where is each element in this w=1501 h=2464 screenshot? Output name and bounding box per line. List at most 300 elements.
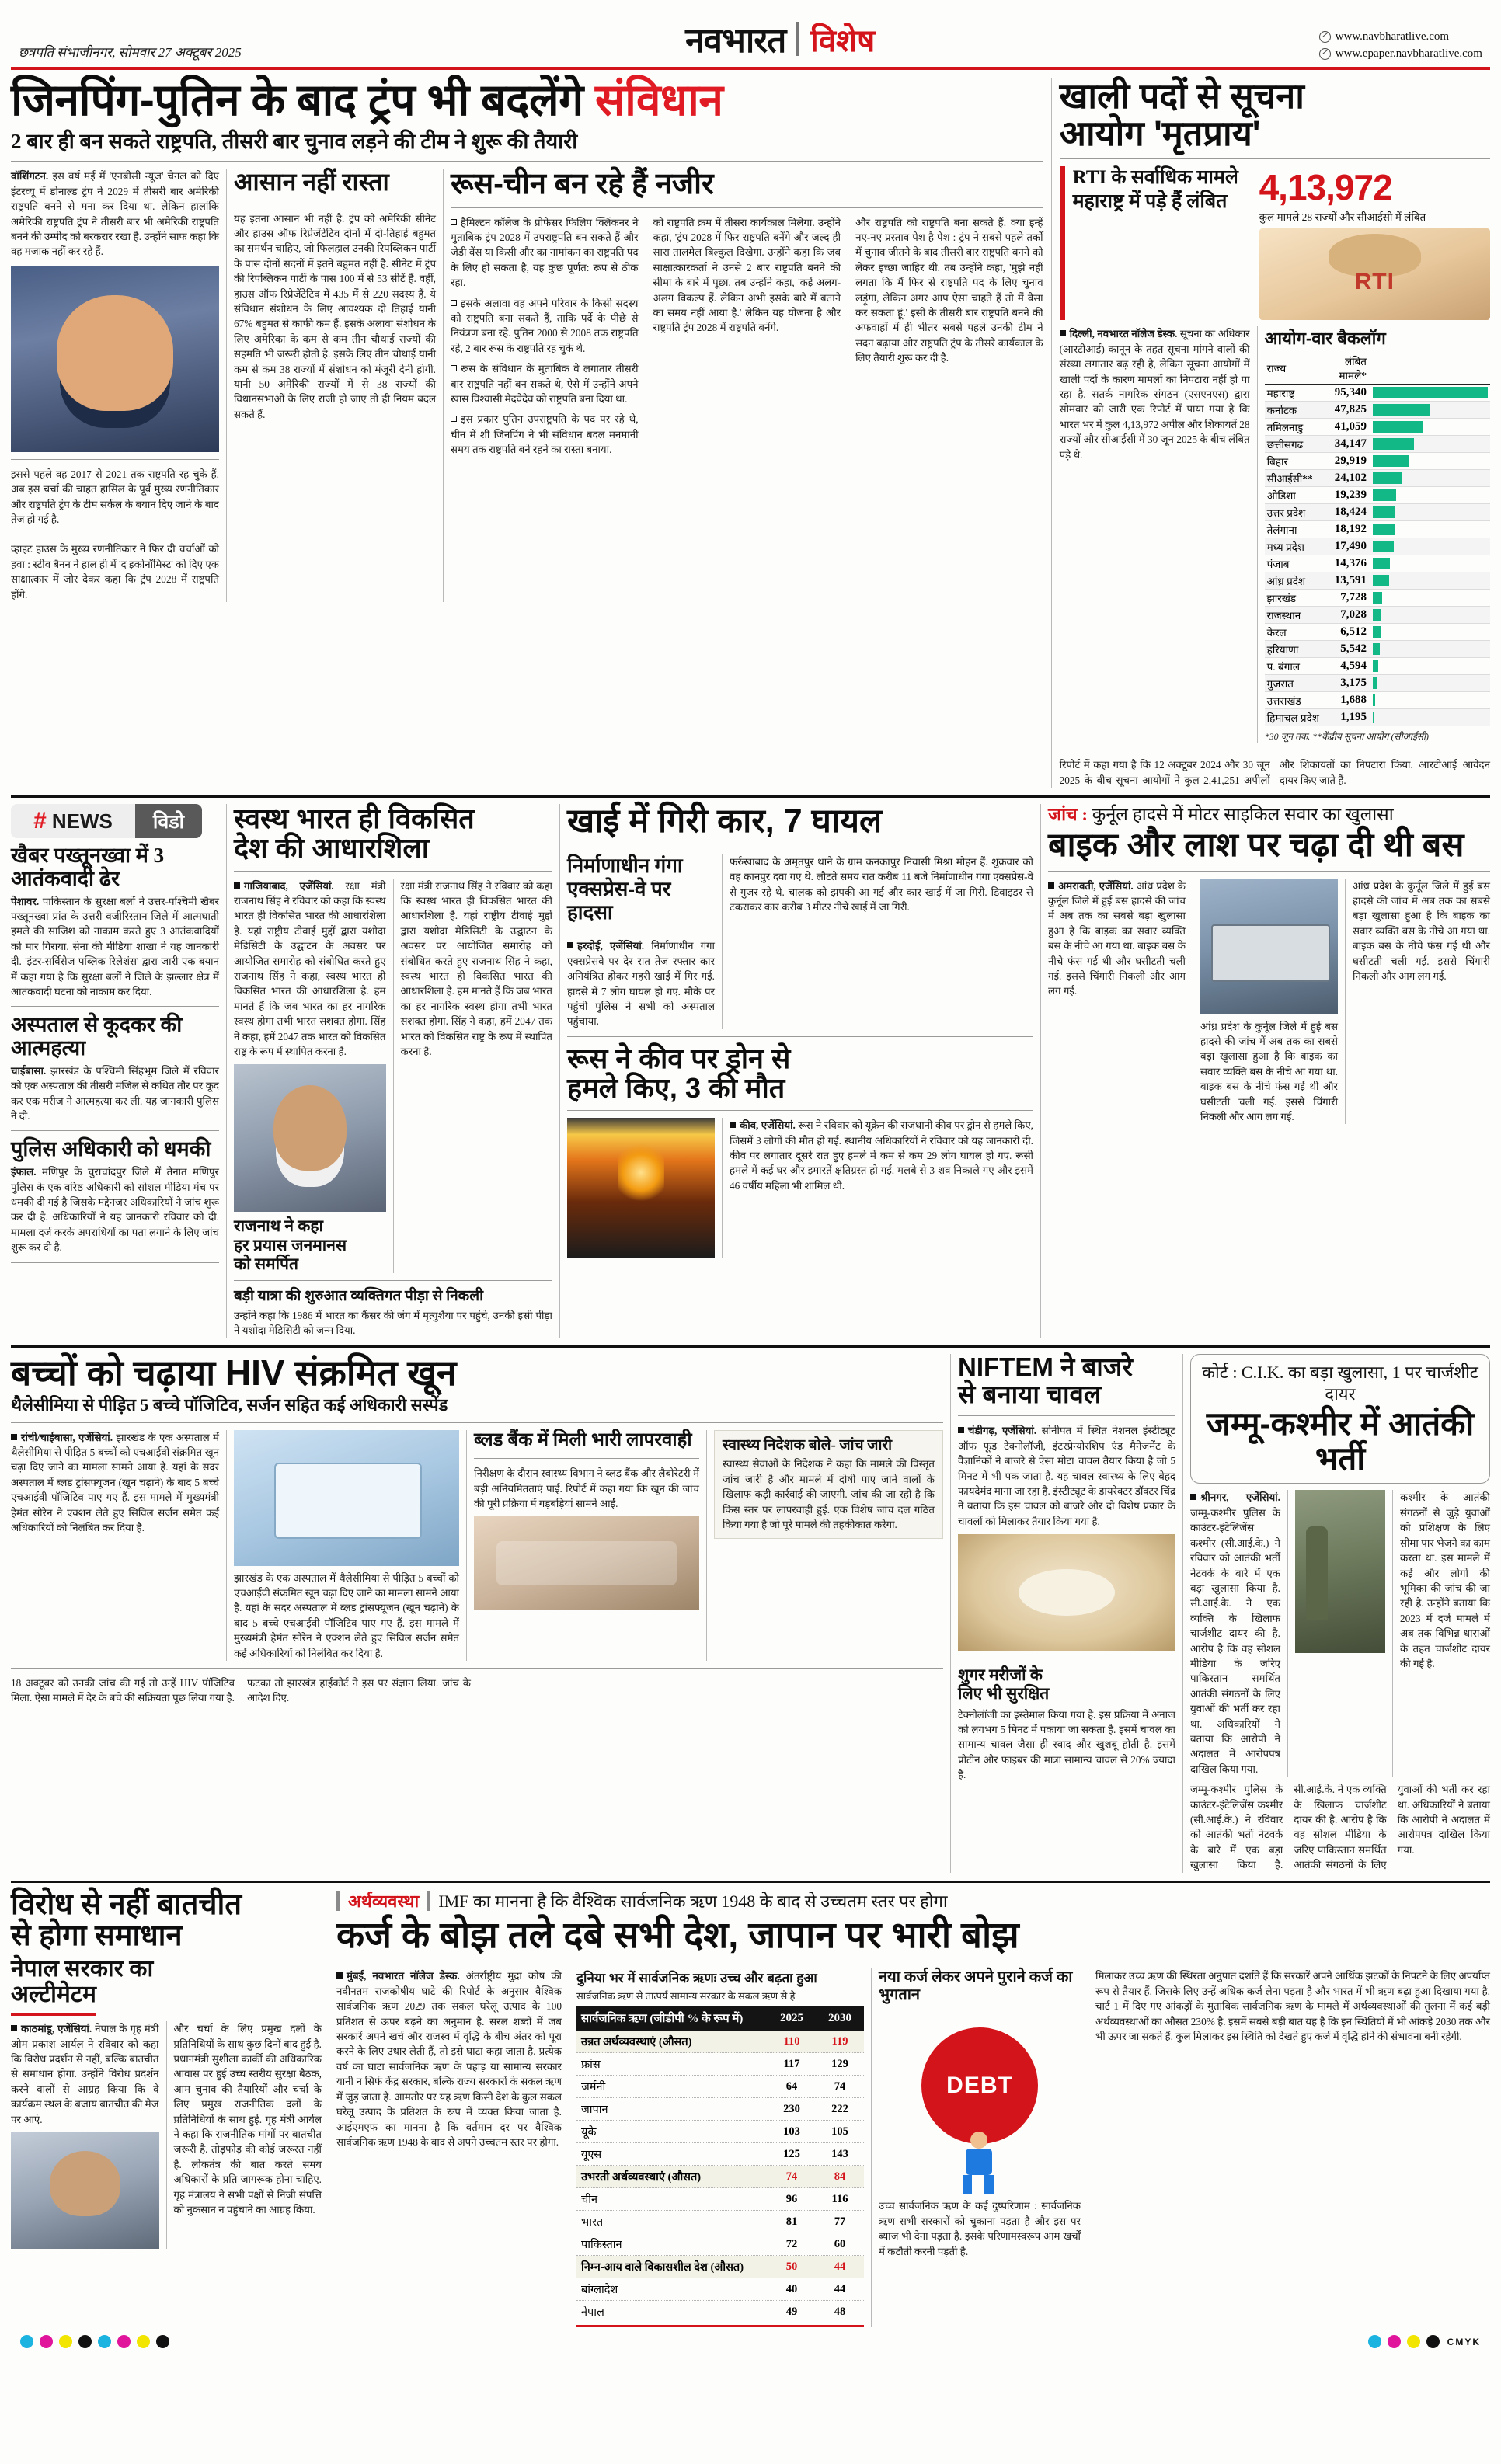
state-label: प. बंगाल	[1265, 658, 1322, 675]
color-dot	[117, 2335, 131, 2348]
pending-value: 4,594	[1322, 658, 1373, 675]
chart-title: आयोग-वार बैकलॉग	[1264, 329, 1386, 349]
car-body-text: निर्माणाधीन गंगा एक्सप्रेसवे पर देर रात तेज रफ्तार कार अनियंत्रित होकर गहरी खाई में गिर गई. हादसे में 7 लोग घायल हो गए. मौके पर पहुंची पुलिस ने सभी को अस्पताल पहुंचाया.	[567, 940, 715, 1028]
army-photo	[1295, 1490, 1385, 1653]
rajnath-title-l1: स्वस्थ भारत ही विकसित	[234, 802, 475, 835]
value-2030: 84	[816, 2166, 864, 2188]
kicker-rule-right	[427, 1891, 430, 1911]
nepal-col-1	[11, 2021, 159, 2249]
car-col-2	[730, 854, 1033, 1029]
debt-col-4	[1095, 1968, 1490, 2327]
hiv-subhead: थैलेसीमिया से पीड़ित 5 बच्चे पॉजिटिव, सर्जन सहित कई अधिकारी सस्पेंड	[11, 1395, 448, 1415]
rti-body	[1060, 326, 1250, 462]
table-row	[1265, 658, 1490, 675]
nepal-dateline: काठमांडू, एजेंसियां.	[21, 2023, 92, 2035]
rajnath-dateline: गाजियाबाद, एजेंसियां.	[244, 879, 334, 892]
color-dot	[78, 2335, 92, 2348]
rc-bullet-text: इस प्रकार पुतिन उपराष्ट्रपति के पद पर रहे थे, चीन में शी जिनपिंग ने भी संविधान बदल मनमानी समय तक राष्ट्रपति बने रहने का रास्ता बनाया.	[451, 413, 639, 456]
rajnath-columns	[234, 879, 552, 1273]
table-row	[576, 2031, 864, 2053]
rc-bullet-text: इसके अलावा वह अपने परिवार के किसी सदस्य को राष्ट्रपति बना सकते हैं, ताकि पर्दे के पीछे से नियंत्रण बना रहे. पुतिन 2000 से 2008 तक राष्ट्रपति रहे, 2 बार रूस के राष्ट्रपति रह चुके थे.	[451, 297, 639, 354]
rc-col-3	[855, 215, 1043, 458]
color-dot	[137, 2335, 150, 2348]
bar-cell	[1373, 436, 1490, 453]
color-dot	[59, 2335, 72, 2348]
kurnool-kicker	[1048, 804, 1490, 827]
pending-value: 95,340	[1322, 385, 1373, 402]
rajnath-body-cont: रक्षा मंत्री राजनाथ सिंह ने रविवार को कहा कि स्वस्थ भारत ही विकसित भारत की आधारशिला है. यहां राष्ट्रीय टीवाई मुद्दों द्वारा यशोदा मेडिसिटी के उद्घाटन के अवसर पर आयोजित समारोह को संबोधित करते हुए राजनाथ सिंह ने कहा, स्वस्थ भारत ही विकसित भारत की आधारशिला है. हम मानते हैं कि जब भारत का हर नागरिक स्वस्थ होगा तभी भारत सशक्त होगा. सिंह ने कहा, हमें 2047 तक भारत को विकसित राष्ट्र के रूप में स्थापित करना है.	[400, 879, 552, 1057]
debt-circle-label: DEBT	[921, 2027, 1038, 2144]
bar	[1373, 660, 1378, 672]
table-row	[576, 2098, 864, 2121]
state-label: उत्तर प्रदेश	[1265, 504, 1322, 521]
bar-cell	[1373, 402, 1490, 419]
value-2030: 116	[816, 2188, 864, 2211]
russia-china-title: रूस-चीन बन रहे हैं नजीर	[451, 168, 714, 201]
value-2025: 230	[768, 2098, 816, 2121]
rti-section	[1060, 78, 1490, 788]
car-col-1	[567, 854, 715, 1029]
column-rule	[226, 804, 227, 1338]
rajnath-caption-l3: को समर्पित	[234, 1254, 298, 1273]
rajnath-photo	[234, 1064, 386, 1212]
column-rule	[1051, 78, 1052, 788]
rc-col-2	[653, 215, 841, 458]
russia-china-columns	[451, 215, 1043, 458]
bar-cell	[1373, 709, 1490, 726]
nepal-sub-l2: अल्टीमेटम	[11, 1982, 96, 2008]
video-label: विडो	[135, 804, 202, 838]
divider	[567, 1036, 1033, 1037]
state-label: बिहार	[1265, 453, 1322, 470]
state-label: हरियाणा	[1265, 641, 1322, 658]
epaper-link[interactable]	[1319, 47, 1482, 61]
kurnool-body-text: आंध्र प्रदेश के कुर्नूल जिले में हुई बस हादसे की जांच में अब तक का सबसे बड़ा खुलासा हुआ है कि बाइक का सवार व्यक्ति बस के नीचे आ गया था. बाइक बस के नीचे फंस गई थी और घसीटती चली गई. इससे चिंगारी निकली और आग लग गई.	[1048, 879, 1186, 997]
state-label: तमिलनाडु	[1265, 419, 1322, 436]
divider	[11, 161, 1043, 162]
column-rule	[1345, 879, 1346, 1125]
nepal-article	[11, 1889, 322, 2328]
website-link[interactable]	[1319, 30, 1449, 44]
hiv-article	[11, 1354, 943, 1872]
drone-title-l2: हमले किए, 3 की मौत	[567, 1072, 785, 1105]
bar-cell	[1373, 453, 1490, 470]
debt-kicker-tag: अर्थव्यवस्था	[348, 1891, 420, 1911]
bar	[1373, 609, 1381, 621]
bar-cell	[1373, 385, 1490, 402]
value-2025: 117	[768, 2053, 816, 2076]
bar	[1373, 455, 1409, 467]
table-row	[576, 2301, 864, 2323]
column-rule	[1182, 1354, 1183, 1872]
debt-right-body: उच्च सार्वजनिक ऋण के कई दुष्परिणाम : सार्वजनिक ऋण सभी सरकारों को चुकाना पड़ता है और इस पर ब्याज भी देना पड़ता है. इसके परिणामस्वरूप आम खर्चों में कटौती करनी पड़ती है.	[879, 2200, 1081, 2257]
divider	[1048, 871, 1490, 872]
divider	[11, 1422, 943, 1423]
lead-body-1	[11, 169, 219, 259]
row-4	[11, 1889, 1490, 2328]
car-accident-title: खाई में गिरी कार, 7 घायल	[567, 802, 883, 840]
jk-body-text: जम्मू-कश्मीर पुलिस के काउंटर-इंटेलिजेंस कश्मीर (सी.आई.के.) ने रविवार को आतंकी भर्ती नेटवर्क के बारे में एक बड़ा खुलासा किया है. सी.आई.के. ने एक व्यक्ति के खिलाफ चार्जशीट दायर की है. आरोप है कि वह सोशल मीडिया के जरिए पाकिस्तान समर्थित आतंकी संगठनों के लिए युवाओं की भर्ती कर रहा था. अधिकारियों ने बताया कि आरोपी ने अदालत में आरोपपत्र दाखिल किया गया.	[1190, 1506, 1280, 1775]
pending-value: 13,591	[1322, 572, 1373, 590]
divider	[11, 1668, 943, 1669]
country-label: चीन	[576, 2188, 768, 2211]
table-row	[1265, 590, 1490, 607]
color-dot	[1388, 2335, 1401, 2348]
table-row	[1265, 692, 1490, 709]
pending-value: 1,688	[1322, 692, 1373, 709]
bar-cell	[1373, 487, 1490, 504]
kicker-rule-left	[336, 1891, 340, 1911]
divider	[567, 1110, 1033, 1111]
rc-bullet	[451, 412, 639, 457]
table-row	[1265, 521, 1490, 538]
color-dot	[156, 2335, 169, 2348]
bar	[1373, 643, 1380, 655]
col-header-pending: लंबित मामले*	[1322, 353, 1373, 385]
nepal-photo	[11, 2132, 159, 2249]
hiv-foot-text: 18 अक्टूबर को उनकी जांच की गई तो उन्हें HIV पॉजिटिव मिला. ऐसा मामले में देर के बचे की सक्रियता पूछ लिया गया है. फटका तो झारखंड हाईकोर्ट ने इस पर संज्ञान लिया. जांच के आदेश दिए.	[11, 1676, 471, 1704]
bar	[1373, 541, 1394, 552]
debt-last-col-text: मिलाकर उच्च ऋण की स्थिरता अनुपात दर्शाते हैं कि सरकारें अपने आर्थिक झटकों के निपटने के लिए अपर्याप्त रूप से तैयार हैं. जिसके लिए उन्हें अधिक कर्ज लेना पड़ता है और भारत में भी ऋण बढ़ा हुआ दिखाया गया है. चार्ट 1 में दिए गए आंकड़ों के मुताबिक सार्वजनिक ऋण के मामले में अर्थव्यवस्थाओं की तुलना में कई बड़ी अर्थव्यवस्थाओं का औसत 230% है. इसमें सबसे बड़ी बात यह है कि इन स्थितियों में भी आंकड़े 2030 तक और भी ऊपर जा सकते हैं. कुल मिलाकर इस स्थिति को देखते हुए कर्ज में वृद्धि होने की संभावना बनी रहेगी.	[1095, 1970, 1490, 2043]
niftem-dateline: चंडीगढ़, एजेंसियां.	[968, 1425, 1037, 1437]
value-2025: 50	[768, 2256, 816, 2278]
jk-col-1	[1190, 1490, 1280, 1777]
bar	[1373, 694, 1375, 706]
lead-headline-main: जिनपिंग-पुतिन के बाद ट्रंप भी बदलेंगे	[11, 75, 596, 125]
column-rule	[722, 854, 723, 1029]
table-row	[1265, 419, 1490, 436]
column-rule	[950, 1354, 951, 1872]
bar	[1373, 489, 1396, 501]
bar	[1373, 575, 1389, 586]
kurnool-col-1	[1048, 879, 1186, 1125]
debt-table-kicker	[576, 1968, 864, 1986]
column-rule	[706, 1430, 707, 1661]
value-2025: 81	[768, 2211, 816, 2233]
kurnool-columns	[1048, 879, 1490, 1125]
kurnool-dateline: अमरावती, एजेंसियां.	[1058, 879, 1134, 892]
bar	[1373, 677, 1377, 689]
news-item-dateline: चाईबासा.	[11, 1064, 50, 1077]
car-and-drone-block	[567, 804, 1033, 1338]
value-2030: 60	[816, 2233, 864, 2256]
news-video-badge[interactable]	[11, 804, 202, 838]
debt-kicker-row	[336, 1889, 1490, 1912]
bullet-icon	[234, 882, 240, 889]
color-dot	[1407, 2335, 1420, 2348]
bullet-icon	[958, 1427, 964, 1433]
rajnath-caption-l1: राजनाथ ने कहा	[234, 1216, 323, 1236]
value-2030: 129	[816, 2053, 864, 2076]
car-columns	[567, 854, 1033, 1029]
column-rule	[1392, 1490, 1393, 1777]
rc-bullet-text: रूस के संविधान के मुताबिक वे लगातार तीसरी बार राष्ट्रपति नहीं बन सकते थे, ऐसे में उन्होंने अपने खास विश्वासी मेदवेदेव को राष्ट्रपति बना दिया था.	[451, 363, 639, 405]
color-registration-left	[20, 2335, 169, 2348]
state-label: हिमाचल प्रदेश	[1265, 709, 1322, 726]
jk-col2-text: कश्मीर के आतंकी संगठनों से जुड़े युवाओं को प्रशिक्षण के लिए सीमा पार भेजने का काम करता था. इस मामले में कई और लोगों की भूमिका की जांच की जा रही है. उन्होंने बताया कि 2023 में दर्ज मामले में अब तक विभिन्न धाराओं के तहत चार्जशीट दायर की गई है.	[1400, 1491, 1490, 1669]
table-row	[1265, 555, 1490, 572]
news-item[interactable]	[11, 1138, 219, 1262]
rti-illustration	[1259, 228, 1490, 320]
debt-dateline: मुंबई, नवभारत नॉलेज डेस्क.	[347, 1970, 460, 1982]
table-header-row	[1265, 353, 1490, 385]
jk-dateline: श्रीनगर, एजेंसियां.	[1200, 1491, 1280, 1504]
rti-big-number: 4,13,972	[1259, 167, 1392, 208]
column-rule	[1257, 326, 1258, 743]
drone-title-l1: रूस ने कीव पर ड्रोन से	[567, 1042, 791, 1074]
value-2030: 119	[816, 2031, 864, 2053]
column-rule	[722, 1118, 723, 1258]
debt-col-2025: 2025	[768, 2006, 816, 2031]
table-row	[1265, 624, 1490, 641]
news-item[interactable]	[11, 1014, 219, 1131]
lead-col-1	[11, 169, 219, 602]
rajnath-col-2	[401, 879, 553, 1273]
value-2030: 48	[816, 2301, 864, 2323]
bar	[1373, 421, 1423, 433]
rti-kicker: RTI के सर्वाधिक मामले महाराष्ट्र में पड़े हैं लंबित	[1072, 167, 1238, 212]
country-label: यूएस	[576, 2143, 768, 2166]
bar	[1373, 558, 1390, 569]
state-label: महाराष्ट्र	[1265, 385, 1322, 402]
table-row	[576, 2233, 864, 2256]
row-2	[11, 804, 1490, 1338]
car-body	[567, 938, 715, 1028]
rajnath-article	[234, 804, 552, 1338]
kurnool-col-2	[1200, 879, 1338, 1125]
rajnath-body	[234, 879, 386, 1060]
value-2025: 103	[768, 2121, 816, 2143]
pending-value: 24,102	[1322, 470, 1373, 487]
country-label: जापान	[576, 2098, 768, 2121]
bullet-icon	[451, 365, 457, 371]
state-label: ओडिशा	[1265, 487, 1322, 504]
bar-cell	[1373, 607, 1490, 624]
table-row	[576, 2278, 864, 2301]
color-dot	[40, 2335, 53, 2348]
car-dateline: हरदोई, एजेंसियां.	[577, 940, 645, 952]
column-rule	[559, 804, 560, 1338]
debt-article	[336, 1889, 1490, 2328]
value-2030: 74	[816, 2076, 864, 2098]
debt-table-header-row	[576, 2006, 864, 2031]
state-label: मध्य प्रदेश	[1265, 538, 1322, 555]
debt-table-footrule	[576, 2325, 864, 2327]
pending-value: 1,195	[1322, 709, 1373, 726]
news-item-title: पुलिस अधिकारी को धमकी	[11, 1137, 211, 1161]
globe-icon	[1319, 31, 1331, 43]
rc-bullet	[451, 215, 639, 291]
niftem-title-l2: से बनाया चावल	[958, 1380, 1102, 1409]
divider	[11, 1262, 219, 1263]
debt-person-figure	[933, 2132, 1026, 2194]
nepal-title-l1: विरोध से नहीं बातचीत	[11, 1888, 242, 1921]
pending-value: 5,542	[1322, 641, 1373, 658]
explosion-photo	[567, 1118, 715, 1258]
jk-foot-text: जम्मू-कश्मीर पुलिस के काउंटर-इंटेलिजेंस कश्मीर (सी.आई.के.) ने रविवार को आतंकी भर्ती नेटवर्क के बारे में एक बड़ा खुलासा किया है. सी.आई.के. ने एक व्यक्ति के खिलाफ चार्जशीट दायर की है. आरोप है कि वह सोशल मीडिया के जरिए पाकिस्तान समर्थित आतंकी संगठनों के लिए युवाओं की भर्ती कर रहा था. अधिकारियों ने बताया कि आरोपी ने अदालत में आरोपपत्र दाखिल किया गया.	[1190, 1784, 1490, 1871]
debt-col-3	[879, 1968, 1081, 2327]
kurnool-body	[1048, 879, 1186, 999]
table-row	[1265, 487, 1490, 504]
easy-path-article	[234, 169, 436, 602]
rc-col2-text: को राष्ट्रपति क्रम में तीसरा कार्यकाल मिलेगा. उन्होंने कहा, 'ट्रंप 2028 में फिर राष्ट्रपति बनेंगे और जल्द ही सारा तालमेल बिल्कुल दिखेगा. उन्होंने कहा कि जब साक्षात्कारकर्ता ने उनसे 2 बार राष्ट्रपति बनने की सीमा के बारे में पूछा. तब उन्होंने कहा, 'कई अलग-अलग विकल्प हैं. लेकिन अभी इसके बारे में बताने का समय नहीं आया है.' लेकिन यह योजना है और राष्ट्रपति ट्रंप 2028 में राष्ट्रपति बनेंगे.	[653, 216, 841, 334]
state-label: सीआईसी**	[1265, 470, 1322, 487]
value-2025: 72	[768, 2233, 816, 2256]
nepal-title-l2: से होगा समाधान	[11, 1919, 183, 1952]
state-label: पंजाब	[1265, 555, 1322, 572]
country-label: निम्न-आय वाले विकासशील देश (औसत)	[576, 2256, 768, 2278]
bar-cell	[1373, 658, 1490, 675]
hiv-col-4	[714, 1430, 943, 1661]
pending-value: 7,028	[1322, 607, 1373, 624]
bullet-icon	[1190, 1494, 1196, 1500]
rc-bullet	[451, 296, 639, 357]
debt-col-label: सार्वजनिक ऋण (जीडीपी % के रूप में)	[576, 2006, 768, 2031]
lead-dateline: वॉशिंगटन.	[11, 170, 49, 183]
news-item-dateline: पेशावर.	[11, 895, 43, 907]
lead-headline	[11, 75, 1043, 125]
kurnool-col2-text: आंध्र प्रदेश के कुर्नूल जिले में हुई बस हादसे की जांच में अब तक का सबसे बड़ा खुलासा हुआ है कि बाइक का सवार व्यक्ति बस के नीचे आ गया था. बाइक बस के नीचे फंस गई थी और घसीटती चली गई. इससे चिंगारी निकली और आग लग गई.	[1200, 1020, 1338, 1122]
pending-value: 29,919	[1322, 453, 1373, 470]
table-row	[1265, 709, 1490, 726]
column-rule	[1040, 804, 1041, 1338]
bus-photo	[1200, 879, 1338, 1014]
nepal-body-text: नेपाल के गृह मंत्री ओम प्रकाश आर्यल ने रविवार को कहा कि विरोध प्रदर्शन से नहीं, बल्कि बातचीत से समाधान होगा. उन्होंने विरोध प्रदर्शन करने वालों से आग्रह किया कि वे कार्यक्रम स्थल के बजाय बातचीत की मेज पर आएं.	[11, 2023, 159, 2125]
value-2030: 44	[816, 2278, 864, 2301]
debt-table	[576, 2006, 864, 2323]
masthead-logo	[685, 16, 875, 62]
hash-icon: #	[33, 808, 47, 834]
bar-cell	[1373, 675, 1490, 692]
kurnool-col-3	[1353, 879, 1490, 1125]
col-header-bar	[1373, 353, 1490, 385]
table-row	[1265, 675, 1490, 692]
country-label: पाकिस्तान	[576, 2233, 768, 2256]
value-2030: 143	[816, 2143, 864, 2166]
value-2025: 110	[768, 2031, 816, 2053]
nepal-body	[11, 2021, 159, 2127]
masthead-rule	[11, 67, 1490, 70]
debt-illustration	[879, 2004, 1081, 2198]
niftem-body-text: सोनीपत में स्थित नेशनल इंस्टीट्यूट ऑफ फूड टेक्नोलॉजी, इंटरप्रेन्योरशिप एंड मैनेजमेंट के वैज्ञानिकों ने बाजरे से ऐसा मोटा चावल तैयार किया है जो 5 मिनट में भी पक जाता है. यह चावल स्वास्थ्य के लिए बेहद फायदेमंद माना जा रहा है. इंस्टीट्यूट के डायरेक्टर डॉक्टर चिंद्र ने बताया कि इस चावल को बाजरे और दो विशेष प्रकार के चावलों को मिलाकर तैयार किया गया है.	[958, 1425, 1175, 1527]
pending-value: 14,376	[1322, 555, 1373, 572]
bar-cell	[1373, 504, 1490, 521]
table-row	[1265, 641, 1490, 658]
state-label: कर्नाटक	[1265, 402, 1322, 419]
drone-dateline: कीव, एजेंसियां.	[740, 1119, 796, 1132]
publication-dateline: छत्रपति संभाजीनगर, सोमवार 27 अक्टूबर 2025	[19, 45, 242, 60]
bar-cell	[1373, 692, 1490, 709]
website-link-label: www.navbharatlive.com	[1335, 30, 1450, 43]
lead-columns	[11, 169, 1043, 602]
debt-table-kicker-black: उच्च और बढ़ता हुआ	[719, 1971, 817, 1986]
masthead	[11, 0, 1490, 67]
debt-right-title: नया कर्ज लेकर अपने पुराने कर्ज का भुगतान	[879, 1968, 1073, 2004]
divider	[11, 459, 219, 460]
footer	[11, 2327, 1490, 2348]
debt-table-kicker-red: दुनिया भर में सार्वजनिक ऋणः	[576, 1971, 717, 1986]
easy-path-title: आसान नहीं रास्ता	[234, 168, 389, 197]
bar	[1373, 626, 1381, 638]
kurnool-kicker-text: कुर्नूल हादसे में मोटर साइकिल सवार का खुलासा	[1092, 805, 1394, 825]
state-label: उत्तराखंड	[1265, 692, 1322, 709]
bullet-icon	[1060, 330, 1066, 336]
rc-bullet-text: हैमिल्टन कॉलेज के प्रोफेसर फिलिप क्लिंकनर ने मुताबिक ट्रंप 2028 में उपराष्ट्रपति बन सकते हैं और जेडी वेंस या किसी और का नामांकन का राष्ट्रपति पद के लिए हो सकता है, यह कुछ पूर्णत: रूप से ठीक रहा.	[451, 216, 639, 289]
pending-value: 41,059	[1322, 419, 1373, 436]
value-2025: 96	[768, 2188, 816, 2211]
jk-col-2	[1295, 1490, 1385, 1777]
pending-value: 6,512	[1322, 624, 1373, 641]
niftem-box-title-l1: शुगर मरीजों के	[958, 1665, 1043, 1685]
news-label: NEWS	[51, 809, 113, 833]
rajnath-sub-title: बड़ी यात्रा की शुरुआत व्यक्तिगत पीड़ा से निकली	[234, 1287, 484, 1304]
nepal-sub-l1: नेपाल सरकार का	[11, 1956, 154, 1982]
jk-columns	[1190, 1490, 1490, 1777]
bar-cell	[1373, 572, 1490, 590]
bar	[1373, 712, 1374, 723]
debt-col-1	[336, 1968, 562, 2327]
debt-table-rows	[576, 2031, 864, 2323]
lead-body-2: इससे पहले वह 2017 से 2021 तक राष्ट्रपति रह चुके हैं. अब इस चर्चा की चाहत हासिल के पूर्व मुख्य रणनीतिकार और राष्ट्रपति ट्रंप के टीम सर्कल के बयान दिए जाने के बाद तेज हो गई है.	[11, 468, 219, 525]
divider	[234, 1280, 552, 1281]
table-row	[576, 2166, 864, 2188]
debt-title: कर्ज के बोझ तले दबे सभी देश, जापान पर भारी बोझ	[336, 1913, 1019, 1955]
bar	[1373, 404, 1430, 416]
table-row	[576, 2143, 864, 2166]
column-rule	[1287, 1490, 1288, 1777]
figure-torso	[966, 2149, 992, 2175]
state-label: तेलंगाना	[1265, 521, 1322, 538]
state-label: झारखंड	[1265, 590, 1322, 607]
bullet-icon	[451, 416, 457, 422]
hiv-col-2	[234, 1430, 459, 1661]
column-rule	[226, 1430, 227, 1661]
pending-value: 19,239	[1322, 487, 1373, 504]
figure-leg-left	[963, 2175, 972, 2194]
rti-headline-line1: खाली पदों से सूचना	[1059, 76, 1304, 116]
drone-columns	[567, 1118, 1033, 1258]
rc-bullet	[451, 361, 639, 406]
table-row	[1265, 504, 1490, 521]
country-label: बांग्लादेश	[576, 2278, 768, 2301]
pending-value: 47,825	[1322, 402, 1373, 419]
value-2025: 125	[768, 2143, 816, 2166]
debt-body	[336, 1968, 562, 2149]
hiv-box-title: ब्लड बैंक में मिली भारी लापरवाही	[474, 1429, 692, 1450]
country-label: उभरती अर्थव्यवस्थाएं (औसत)	[576, 2166, 768, 2188]
hiv-box2-body: स्वास्थ्य सेवाओं के निदेशक ने कहा कि मामले की विस्तृत जांच जारी है और मामले में दोषी पाए जाने वालों के खिलाफ कड़ी कार्रवाई की जाएगी. जांच की जा रही है कि किस स्तर पर लापरवाही हुई. एक विशेष जांच दल गठित किया गया है जो पूरे मामले की तहकीकात करेगा.	[723, 1458, 935, 1530]
news-item-body: चाईबासा. झारखंड के पश्चिमी सिंहभूम जिले में रविवार को एक अस्पताल की तीसरी मंजिल से कथित तौर पर कूद कर एक मरीज ने आत्महत्या कर ली. यह जानकारी पुलिस ने दी.	[11, 1064, 219, 1122]
divider	[11, 1130, 219, 1131]
state-label: केरल	[1265, 624, 1322, 641]
rajnath-body-text: रक्षा मंत्री राजनाथ सिंह ने रविवार को कहा कि स्वस्थ भारत ही विकसित भारत की आधारशिला है. यहां राष्ट्रीय टीवाई मुद्दों द्वारा यशोदा मेडिसिटी के उद्घाटन के अवसर पर आयोजित समारोह को संबोधित करते हुए राजनाथ सिंह ने कहा, स्वस्थ भारत ही विकसित भारत की आधारशिला है. हम मानते हैं कि जब भारत का हर नागरिक स्वस्थ होगा तभी भारत सशक्त होगा. सिंह ने कहा, हमें 2047 तक भारत को विकसित राष्ट्र के रूप में स्थापित करना है.	[234, 879, 386, 1057]
divider	[1060, 158, 1490, 159]
figure-head	[970, 2132, 987, 2149]
bar	[1373, 472, 1402, 484]
column-rule	[466, 1430, 467, 1661]
table-row	[1265, 572, 1490, 590]
hiv-box2-title: स्वास्थ्य निदेशक बोले- जांच जारी	[723, 1436, 893, 1453]
value-2025: 40	[768, 2278, 816, 2301]
table-row	[1265, 607, 1490, 624]
divider	[474, 1458, 699, 1459]
jk-article	[1190, 1354, 1490, 1872]
bar-cell	[1373, 624, 1490, 641]
news-item[interactable]	[11, 844, 219, 1007]
divider	[451, 207, 1043, 208]
table-row	[1265, 385, 1490, 402]
section-divider	[11, 1881, 1490, 1883]
